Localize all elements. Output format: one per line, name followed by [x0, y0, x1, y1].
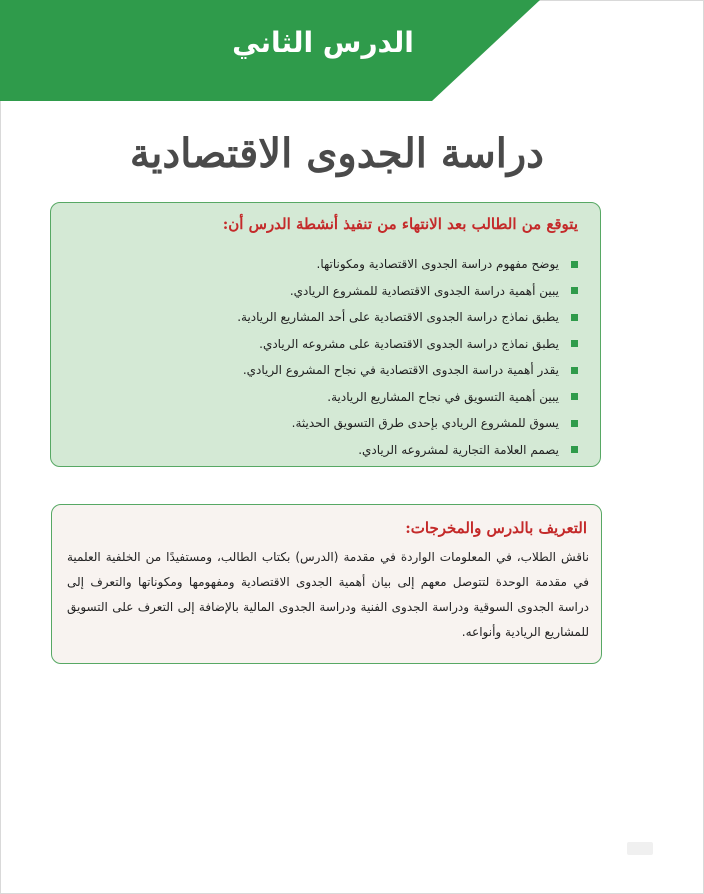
intro-paragraph: ناقش الطلاب، في المعلومات الواردة في مقدمة (الدرس) بكتاب الطالب، ومستفيدًا من الخلفية العلمية في مقدمة الوحدة لتتوصل معهم إلى بيان أهمية الجدوى الاقتصادية ومفهومها ومكوناتها والتعرف إلى دراسة الجدوى السوقية ودراسة الجدوى الفنية ودراسة الجدوى المالية بالإضافة إلى التعرف على التسويق للمشاريع الريادية وأنواعه. [67, 550, 589, 639]
square-bullet-icon [571, 420, 578, 427]
objectives-heading: يتوقع من الطالب بعد الانتهاء من تنفيذ أنشطة الدرس أن: [222, 215, 578, 233]
objective-text: يطبق نماذج دراسة الجدوى الاقتصادية على مشروعه الريادي. [259, 336, 559, 351]
square-bullet-icon [571, 393, 578, 400]
objective-text: يقدر أهمية دراسة الجدوى الاقتصادية في نجاح المشروع الريادي. [242, 363, 559, 378]
square-bullet-icon [571, 287, 578, 294]
objective-text: يبين أهمية التسويق في نجاح المشاريع الريادية. [327, 389, 559, 404]
square-bullet-icon [571, 367, 578, 374]
square-bullet-icon [571, 314, 578, 321]
list-item [98, 331, 578, 358]
lesson-label: الدرس الثاني [232, 26, 414, 59]
intro-heading: التعريف بالدرس والمخرجات: [405, 519, 587, 537]
list-item [98, 304, 578, 331]
objective-text: يسوق للمشروع الريادي بإحدى طرق التسويق الحديثة. [291, 416, 559, 431]
corner-tag [627, 842, 653, 855]
list-item [98, 384, 578, 411]
square-bullet-icon [571, 446, 578, 453]
objective-text: يبين أهمية دراسة الجدوى الاقتصادية للمشروع الريادي. [289, 283, 559, 298]
page-title: دراسة الجدوى الاقتصادية [129, 130, 544, 177]
objectives-list [98, 251, 578, 463]
objective-text: يطبق نماذج دراسة الجدوى الاقتصادية على أحد المشاريع الريادية. [237, 310, 559, 325]
square-bullet-icon [571, 340, 578, 347]
objective-text: يصمم العلامة التجارية لمشروعه الريادي. [358, 442, 559, 457]
list-item [98, 251, 578, 278]
objective-text: يوضح مفهوم دراسة الجدوى الاقتصادية ومكوناتها. [316, 257, 559, 272]
list-item [98, 357, 578, 384]
list-item [98, 410, 578, 437]
objectives-box [50, 202, 601, 467]
square-bullet-icon [571, 261, 578, 268]
intro-box [51, 504, 602, 664]
list-item [98, 278, 578, 305]
list-item [98, 437, 578, 464]
